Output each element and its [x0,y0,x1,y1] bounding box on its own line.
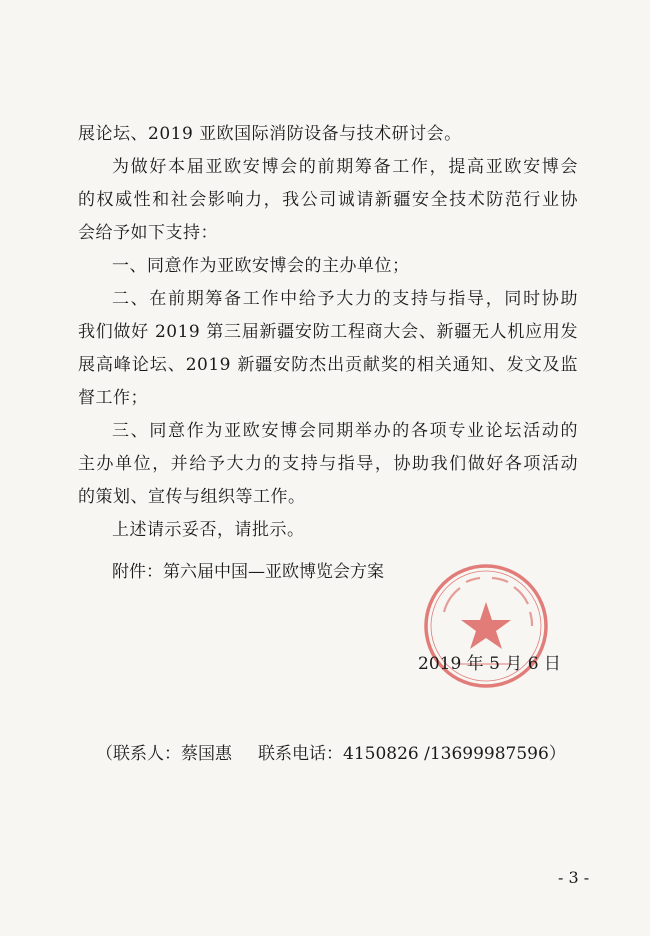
document-date: 2019 年 5 月 6 日 [418,654,561,674]
paragraph-line: 展论坛、2019 亚欧国际消防设备与技术研讨会。 [78,124,462,144]
contact-info [96,738,566,771]
paragraph-line: 督工作； [78,388,148,408]
contact-person: （联系人：蔡国惠 [96,744,232,764]
paragraph-line: 的策划、宣传与组织等工作。 [78,487,306,507]
paragraph-line: 三、同意作为亚欧安博会同期举办的各项专业论坛活动的 [112,421,578,441]
page-number: - 3 - [558,868,590,887]
paragraph-line: 一、同意作为亚欧安博会的主办单位； [112,256,410,276]
paragraph-line: 上述请示妥否，请批示。 [112,520,305,540]
contact-phone: 联系电话：4150826 /13699987596） [258,744,566,764]
body-text [78,118,578,547]
paragraph-line: 的权威性和社会影响力，我公司诚请新疆安全技术防范行业协 [78,190,578,210]
paragraph-line: 为做好本届亚欧安博会的前期筹备工作，提高亚欧安博会 [112,157,578,177]
paragraph-line: 主办单位，并给予大力的支持与指导，协助我们做好各项活动 [78,454,578,474]
attachment-note: 附件：第六届中国—亚欧博览会方案 [112,562,384,582]
paragraph-line: 我们做好 2019 第三届新疆安防工程商大会、新疆无人机应用发 [78,322,578,342]
paragraph-line: 展高峰论坛、2019 新疆安防杰出贡献奖的相关通知、发文及监 [78,355,578,375]
paragraph-line: 二、在前期筹备工作中给予大力的支持与指导，同时协助 [112,289,578,309]
paragraph-line: 会给予如下支持： [78,223,218,243]
